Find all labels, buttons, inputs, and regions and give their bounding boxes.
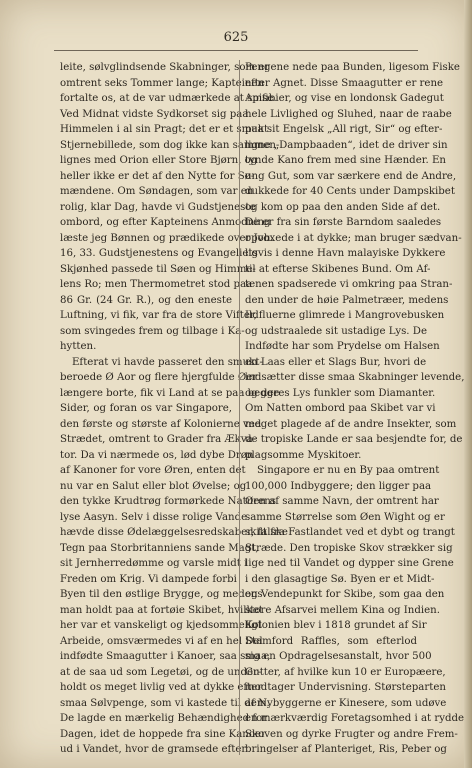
text-line: Pengene nede paa Bunden, ligesom Fiske [245,62,460,73]
text-line: store Afsarvei mellem Kina og Indien. [245,604,440,616]
text-line: Skjønhed passede til Søen og Himme- [60,263,256,275]
text-line: ligvis i denne Havn malayiske Dykkere [245,248,446,259]
text-line: Arbeide, omsværmedes vi af en hel Del [60,635,263,647]
text-line: som svingedes frem og tilbage i Ka- [60,325,245,337]
text-line: Gutter, af hvilke kun 10 er Europæere, [245,666,446,678]
text-line: plagsomme Myskitoer. [245,449,362,461]
text-line: ung Gut, som var særkere end de Andre, [245,170,457,182]
text-line: tor. Da vi nærmede os, lød dybe Drøn [60,449,254,461]
text-line: en Laas eller et Slags Bur, hvori de [245,356,427,368]
text-line: hytten. [60,341,97,352]
text-line: og kom op paa den anden Side af det. [245,201,441,213]
right-column [245,60,465,758]
text-line: ud i Vandet, hvor de gramsede efter [60,744,247,755]
text-line: Kolonien blev i 1818 grundet af Sir [245,620,427,631]
text-line: Ildfluerne glimrede i Mangrovebusken [245,310,445,321]
text-line: fortalte os, at de var udmærkede at spise. [60,93,277,104]
text-line: leite, sølvglindsende Skabninger, som er [60,62,270,73]
left-column [60,60,288,758]
text-line: de tropiske Lande er saa besjendte for, de [245,434,463,445]
text-line: hævde disse Ødelæggelsesredskaber, falske [60,527,288,538]
text-line: og udstraalede sit ustadige Lys. De [245,325,427,337]
text-line: Skoven og dyrke Frugter og andre Frem- [245,728,458,740]
text-line: Efterat vi havde passeret den smukt- [72,356,263,368]
text-line: her var et vanskeligt og kjedsommeligt [60,620,262,631]
header-rule [54,50,418,51]
text-line: Ved Midnat vidste Sydkorset sig paa [60,108,249,120]
text-line: og Vendepunkt for Skibe, som gaa den [245,589,445,600]
text-line: heller ikke er det af den Nytte for Sø- [60,170,255,182]
text-line: indfødte Smaagutter i Kanoer, saa smaa, [60,651,271,662]
text-line: Stjernebillede, som dog ikke kan sammen- [60,139,280,151]
text-line: mændene. Om Søndagen, som var en [60,186,254,197]
text-line: læste jeg Bønnen og prædikede over Joh. [60,232,274,244]
text-line: indsætter disse smaa Skabninger levende, [245,372,465,383]
text-line: Singapore er nu en By paa omtrent [257,465,440,476]
text-line: skilt fra Fastlandet ved et dybt og trangt [245,527,455,538]
text-line: hele Livlighed og Sluhed, naar de raabe [245,108,452,120]
text-line: lyse Aasyn. Selv i disse rolige Vande [60,511,248,523]
text-line: til at efterse Skibenes Bund. Om Af- [245,263,431,275]
text-line: opvoxede i at dykke; man bruger sædvan- [245,232,462,244]
text-line: og deres Lys funkler som Diamanter. [245,387,436,399]
text-line: den under de høie Palmetræer, medens [245,294,449,306]
text-line: modtager Undervisning. Størsteparten [245,682,446,693]
text-line: De lagde en mærkelig Behændighed for [60,713,268,724]
text-line: meget plagede af de andre Insekter, som [245,418,457,430]
text-line: længere borte, fik vi Land at se paa begge [60,387,280,399]
text-line: Stamford Raffles, som efterlod [245,635,417,647]
text-line: den tykke Krudtrøg formørkede Naturens [60,496,276,507]
text-line: beroede Ø Aor og flere hjergfulde Øer [60,372,258,383]
text-line: holdt os meget livlig ved at dykke efter [60,682,263,693]
text-line: Indfødte har som Prydelse om Halsen [245,341,440,352]
text-line: Byen til den østlige Brygge, og medens [60,589,263,600]
text-line: 16, 33. Gudstjenestens og Evangeliets [60,248,258,259]
page-number: 625 [223,30,249,45]
text-line: lignes med Orion eller Store Bjørn, og [60,155,258,166]
text-line: Tegn paa Storbritanniens sande Magt, [60,542,259,554]
text-line: ligne „Dampbaaden“, idet de driver sin [245,139,448,151]
text-line: De er fra sin første Barndom saaledes [245,217,442,228]
text-line: Luftning, vi fik, var fra de store Vifter, [60,310,257,321]
text-line: smaa Sølvpenge, som vi kastede til dem. [60,697,270,709]
text-line: 86 Gr. (24 Gr. R.), og den eneste [60,294,232,306]
text-line: omtrent seks Tommer lange; Kapteinen [60,77,265,89]
text-line: af Kanoner for vore Øren, enten det [60,465,246,476]
text-line: Freden om Krig. Vi dampede forbi [60,573,237,585]
text-line: nu var en Salut eller blot Øvelse; og [60,480,247,492]
text-line: den første og største af Kolonierne ved [60,418,262,430]
text-line: 100,000 Indbyggere; den ligger paa [245,480,432,492]
text-line: ombord, og efter Kapteinens Anmodning [60,217,271,228]
text-line: Om Natten ombord paa Skibet var vi [245,403,436,414]
column-divider [239,60,240,755]
text-line: sit Jernherredømme og varsle midt i [60,558,248,569]
page-edge [464,0,472,768]
text-line: tynde Kano frem med sine Hænder. En [245,155,446,166]
text-line: lens Ro; men Thermometret stod paa [60,279,253,290]
text-line: Dagen, idet de hoppede fra sine Kanoer [60,728,266,740]
text-line: dukkede for 40 Cents under Dampskibet [245,186,455,197]
text-line: samme Størrelse som Øen Wight og er [245,511,445,523]
text-line: at de saa ud som Legetøi, og de under- [60,666,262,678]
text-line: af Nybyggerne er Kinesere, som udøve [245,697,447,709]
text-line: Amfibier, og vise en londonsk Gadegut [245,93,444,104]
text-line: paa sit Engelsk „All rigt, Sir“ og efter- [245,124,443,135]
text-line: en mærkværdig Foretagsomhed i at rydde [245,713,465,724]
text-line: Strædet, omtrent to Grader fra Ækva- [60,434,257,445]
text-line: tenen spadserede vi omkring paa Stran- [245,279,453,290]
text-line: efter Agnet. Disse Smaagutter er rene [245,77,444,89]
text-line: i den glasagtige Sø. Byen er et Midt- [245,573,435,585]
text-line: lige ned til Vandet og dypper sine Grene [245,558,454,569]
text-line: rolig, klar Dag, havde vi Gudstjeneste [60,201,256,213]
text-line: Sider, og foran os var Singapore, [60,403,232,414]
text-line: Øen af samme Navn, der omtrent har [245,496,439,507]
text-line: man holdt paa at fortøie Skibet, hvilket [60,604,263,616]
text-line: sig en Opdragelsesanstalt, hvor 500 [245,651,432,662]
text-line: Stræde. Den tropiske Skov strækker sig [245,542,453,554]
text-line: bringelser af Planteriget, Ris, Peber og [245,744,447,755]
text-line: Himmelen i al sin Pragt; det er et smukt [60,124,269,135]
